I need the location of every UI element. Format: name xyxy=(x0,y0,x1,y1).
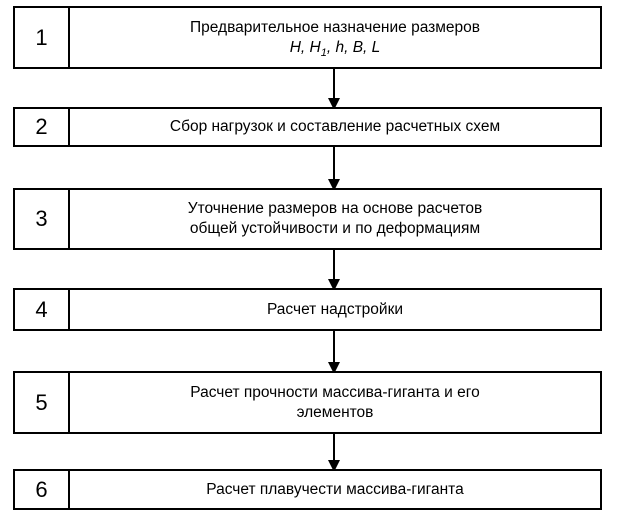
step-number: 3 xyxy=(15,190,70,248)
step-label: Сбор нагрузок и составление расчетных схем xyxy=(169,118,501,135)
step-number: 4 xyxy=(15,290,70,329)
arrow-connector xyxy=(333,147,335,189)
step-number: 6 xyxy=(15,471,70,508)
arrow-connector xyxy=(333,434,335,470)
step-3-box xyxy=(13,188,602,250)
step-text xyxy=(70,8,600,67)
step-label: Уточнение размеров на основе расчетов xyxy=(187,200,483,217)
step-label: Расчет плавучести массива-гиганта xyxy=(206,480,464,498)
step-text xyxy=(70,109,600,145)
step-number: 1 xyxy=(15,8,70,67)
arrow-connector xyxy=(333,69,335,108)
dimension-symbols xyxy=(290,38,381,58)
step-number: 2 xyxy=(15,109,70,145)
step-6-box xyxy=(13,469,602,510)
subscript: 1 xyxy=(320,46,327,59)
step-text xyxy=(70,190,600,248)
step-text xyxy=(70,373,600,432)
step-label: Расчет прочности массива-гиганта и его xyxy=(190,383,480,401)
step-label: Предварительное назначение размеров xyxy=(189,18,481,36)
step-1-box xyxy=(13,6,602,69)
step-number: 5 xyxy=(15,373,70,432)
step-text xyxy=(70,290,600,329)
dimension-symbols-part: H, H xyxy=(289,38,321,56)
step-text xyxy=(70,471,600,508)
step-label: элементов xyxy=(296,403,374,421)
arrow-connector xyxy=(333,250,335,289)
dimension-symbols-part: , h, B, L xyxy=(326,38,381,56)
step-label: общей устойчивости и по деформациям xyxy=(189,220,481,237)
step-4-box xyxy=(13,288,602,331)
step-2-box xyxy=(13,107,602,147)
step-5-box xyxy=(13,371,602,434)
arrow-connector xyxy=(333,331,335,372)
step-label: Расчет надстройки xyxy=(266,300,404,318)
